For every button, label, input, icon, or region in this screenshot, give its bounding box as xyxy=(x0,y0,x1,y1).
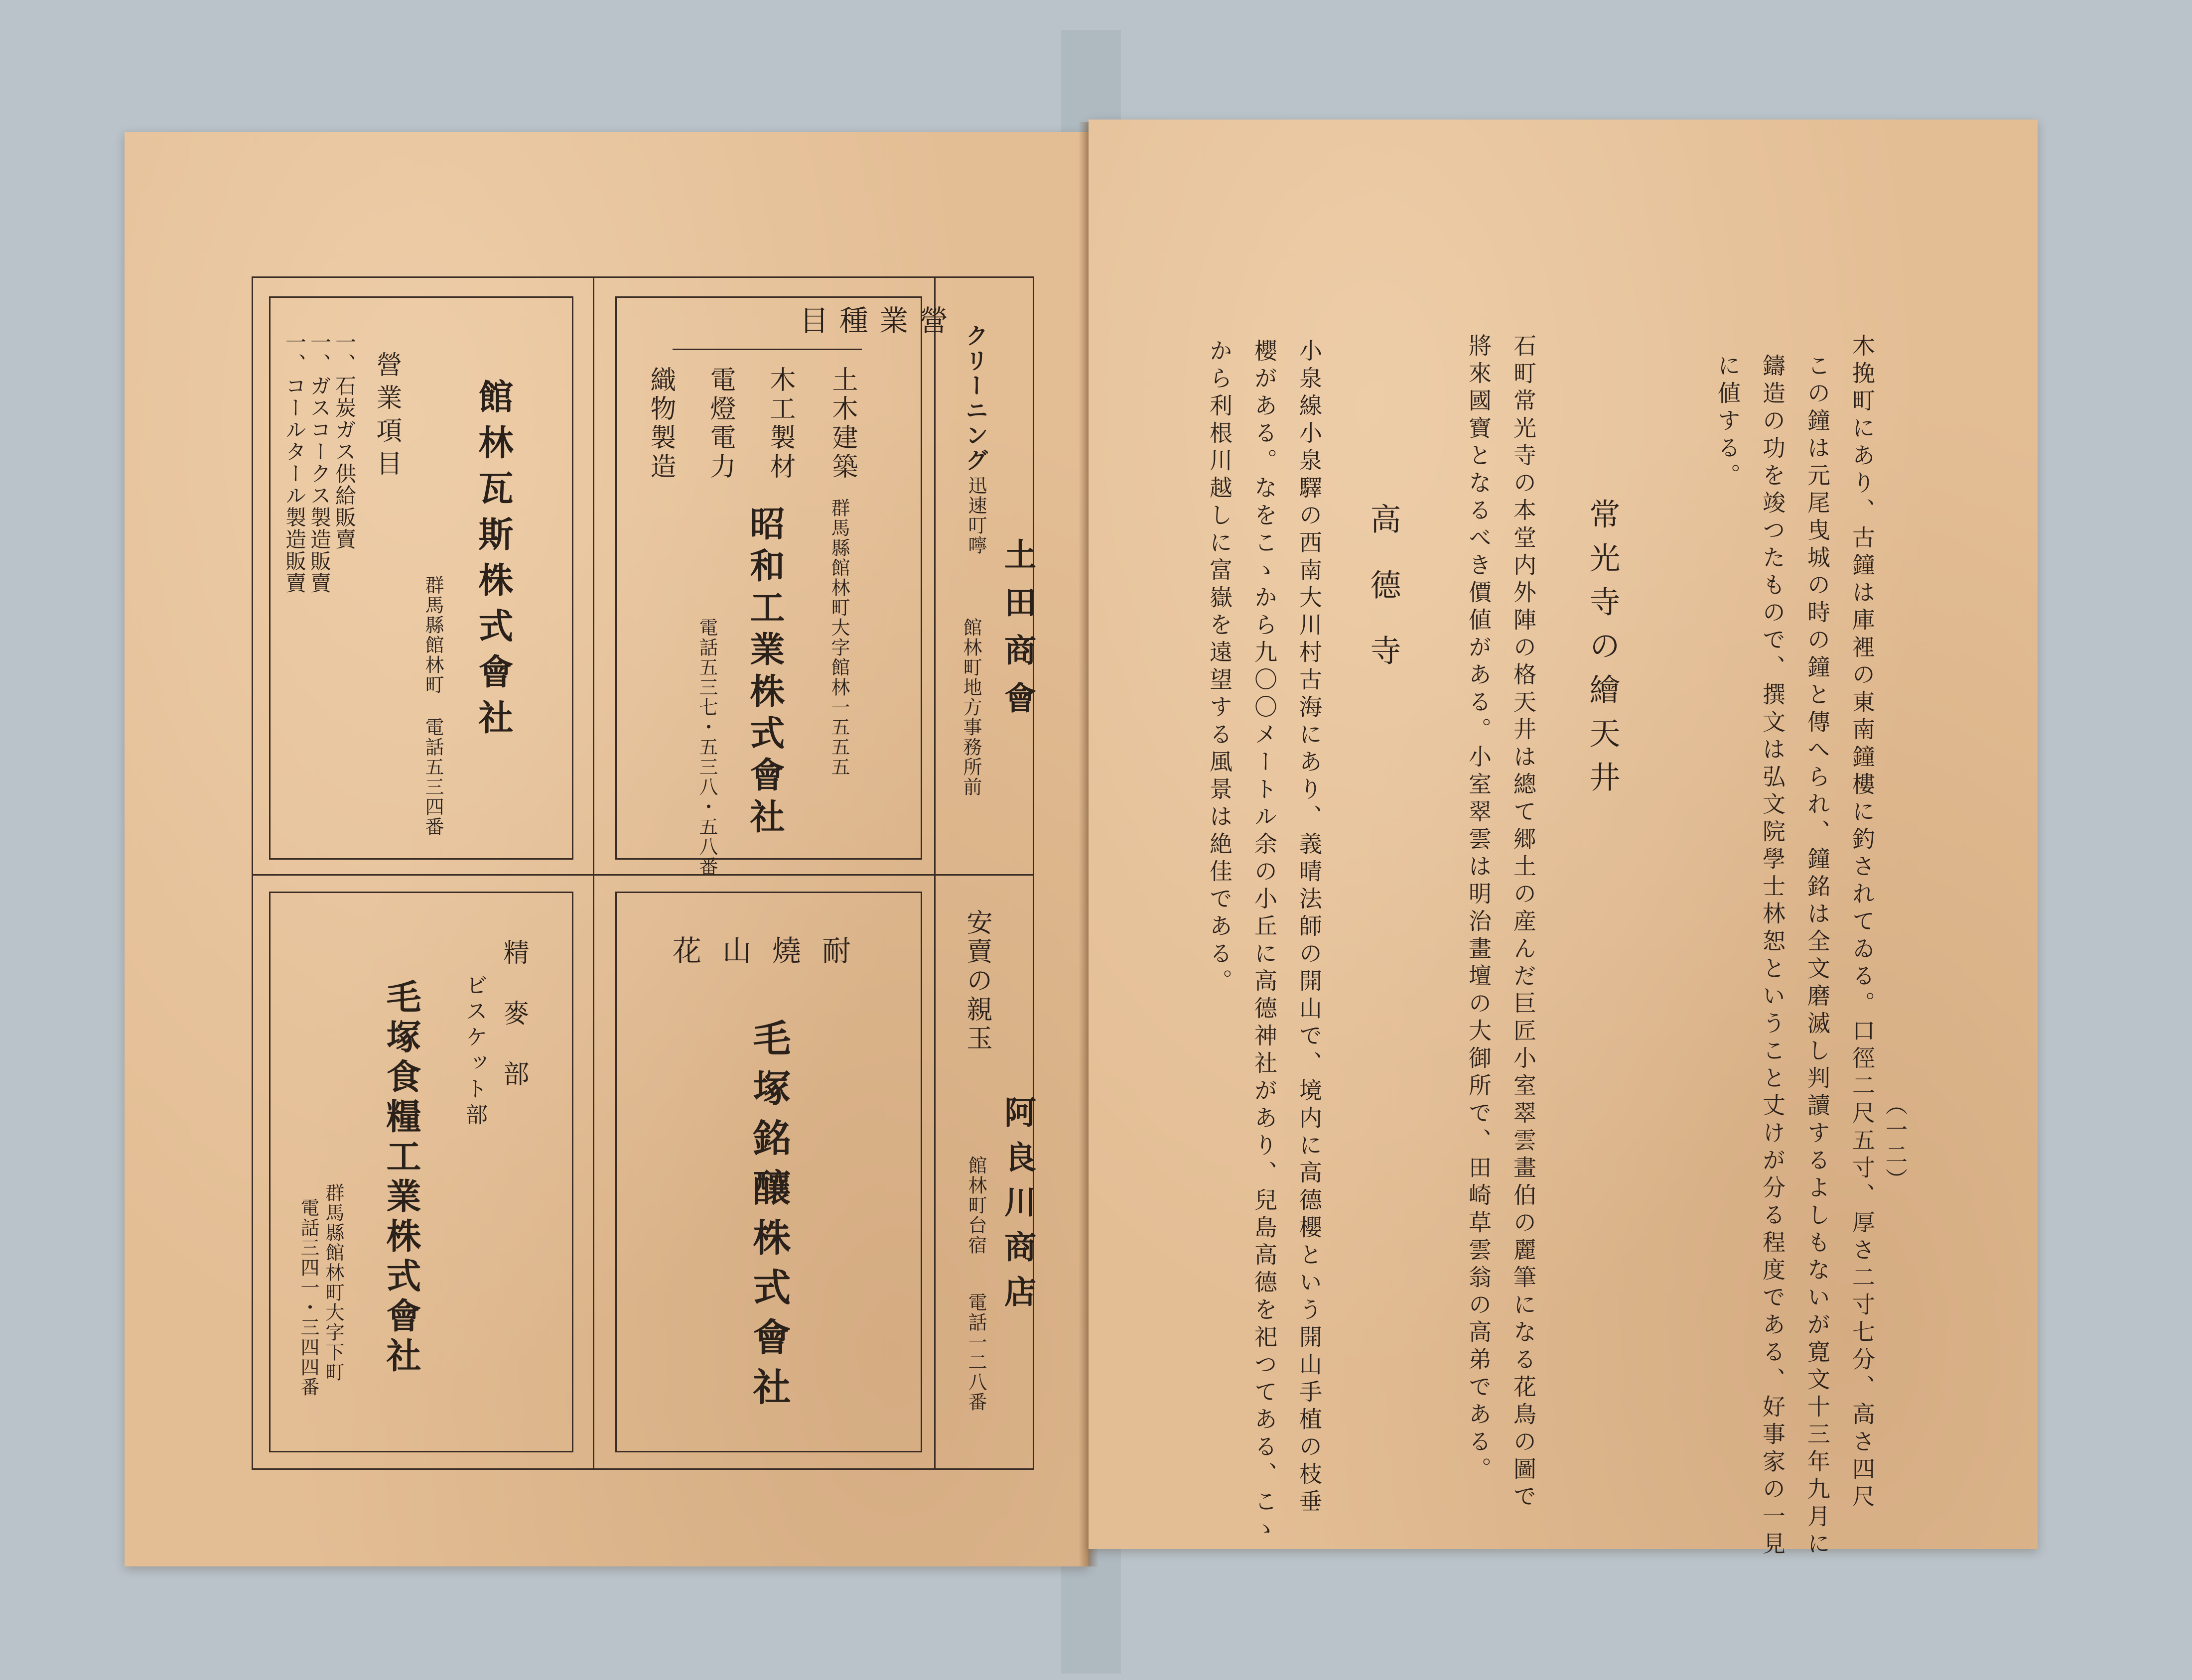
showa-header: 營業種目 xyxy=(800,304,959,338)
showa-name: 昭和工業株式會社 xyxy=(744,506,786,840)
text-line: 木挽町にあり、古鐘は庫裡の東南鐘樓に釣されてゐる。口徑二尺五寸、厚さ二寸七分、高さ四尺 xyxy=(1849,334,1876,1512)
ad-column-rule xyxy=(593,276,594,1468)
showa-phone: 電話五三七・五三八・五八番 xyxy=(696,618,718,877)
kezuka-food-name: 毛塚食糧工業株式會社 xyxy=(381,979,422,1377)
heading-joko-ji: 常光寺の繪天井 xyxy=(1584,498,1621,805)
arakawa-address: 館林町台宿 xyxy=(965,1156,987,1255)
kezuka-food-dept1: 精麥部 xyxy=(499,939,529,1121)
gas-item-1: 一、石炭ガス供給販賣 xyxy=(332,331,357,550)
text-line: 鑄造の功を竣つたもので、撰文は弘文院學士林恕ということ丈けが分る程度である、好事家の一見 xyxy=(1759,354,1786,1559)
showa-header-rule xyxy=(673,349,862,350)
arakawa-name: 阿良川商店 xyxy=(999,1096,1036,1320)
text-line: この鐘は元尾曳城の時の鐘と傳へられ、鐘銘は全文磨滅し判讀するよしもないが寛文十三年九月に xyxy=(1804,354,1831,1559)
gas-address: 群馬縣館林町 xyxy=(422,575,444,695)
kezuka-brew-header: 耐燒山花 xyxy=(673,934,872,968)
gas-item-2: 一、ガスコークス製造販賣 xyxy=(307,331,332,594)
gas-item-3: 一、コールタール製造販賣 xyxy=(282,331,307,594)
text-line: 石町常光寺の本堂内外陣の格天井は總て郷土の産んだ巨匠小室翠雲畫伯の麗筆になる花鳥の圖で xyxy=(1510,334,1537,1512)
showa-item-1: 土木建築 xyxy=(827,366,857,482)
kezuka-food-dept2: ビスケット部 xyxy=(462,974,487,1129)
tsuchida-name: 土田商會 xyxy=(999,538,1036,729)
gas-phone: 電話五三四番 xyxy=(422,717,444,837)
text-line: 櫻がある。なをこゝから九〇〇メートル余の小丘に高德神社があり、兒島高德を祀つてある、こゝ xyxy=(1251,339,1278,1544)
right-page xyxy=(1089,120,2038,1559)
text-line: 將來國寶となるべき價値がある。小室翠雲は明治畫壇の大御所で、田崎草雲翁の高弟である。 xyxy=(1465,334,1492,1484)
ad-frame-divider xyxy=(252,874,1033,876)
tsuchida-address: 館林町地方事務所前 xyxy=(960,618,982,797)
text-line: に値する。 xyxy=(1714,354,1741,491)
showa-item-3: 電燈電力 xyxy=(705,366,735,482)
text-line: から利根川越しに富嶽を遠望する風景は絶佳である。 xyxy=(1206,339,1233,996)
arakawa-tagline: 安賣の親玉 xyxy=(962,909,992,1053)
kezuka-food-phone: 電話三四一・三四四番 xyxy=(297,1198,319,1397)
tsuchida-tagline-small: 迅速叮嚀 xyxy=(965,476,987,555)
heading-kotoku-ji: 高德寺 xyxy=(1365,503,1401,700)
showa-address: 群馬縣館林町大字館林一五五五 xyxy=(828,498,850,777)
kezuka-food-address: 群馬縣館林町大字下町 xyxy=(322,1183,344,1382)
page-number: （一二） xyxy=(1882,1093,1907,1193)
gas-business-label: 營業項目 xyxy=(372,351,402,483)
gas-name: 館林瓦斯株式會社 xyxy=(473,379,514,745)
showa-item-2: 木工製材 xyxy=(765,366,795,482)
showa-item-4: 織物製造 xyxy=(646,366,676,482)
arakawa-phone: 電話一二八番 xyxy=(965,1292,987,1412)
left-page xyxy=(125,132,1089,1566)
tsuchida-tagline: クリーニング xyxy=(962,324,989,473)
kezuka-brew-name: 毛塚銘釀株式會社 xyxy=(747,1019,791,1417)
ad-column-rule xyxy=(934,276,936,1468)
text-line: 小泉線小泉驛の西南大川村古海にあり、義晴法師の開山で、境内に高德櫻という開山手植の枝垂 xyxy=(1296,339,1323,1517)
